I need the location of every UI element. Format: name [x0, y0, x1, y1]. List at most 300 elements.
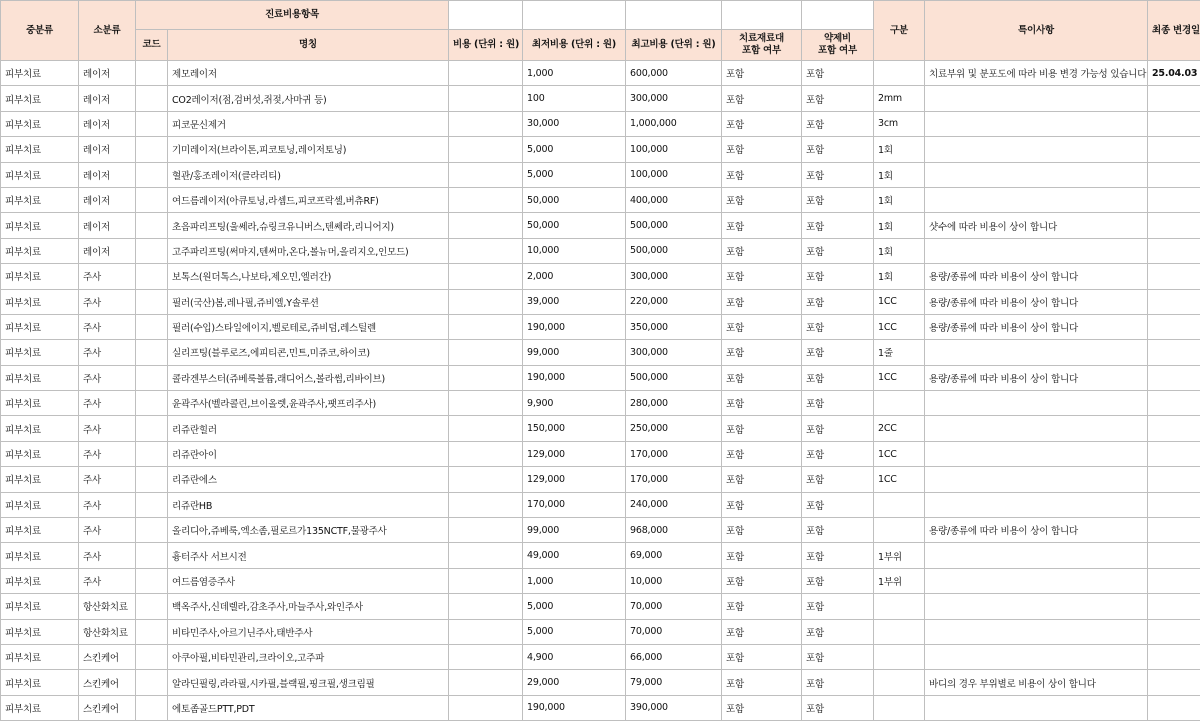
cell-code — [136, 162, 168, 187]
cell-code — [136, 238, 168, 263]
cell-material-included: 포함 — [722, 187, 802, 212]
cell-drug-included: 포함 — [802, 416, 874, 441]
cell-cost — [449, 111, 523, 136]
cell-minor-category: 스킨케어 — [79, 695, 136, 720]
cell-min-cost: 170,000 — [523, 492, 626, 517]
cell-notes — [925, 111, 1148, 136]
cell-last-modified — [1148, 543, 1200, 568]
cell-drug-included: 포함 — [802, 61, 874, 86]
cell-code — [136, 289, 168, 314]
cell-minor-category: 주사 — [79, 467, 136, 492]
cell-major-category: 피부치료 — [1, 61, 79, 86]
cell-material-included: 포함 — [722, 238, 802, 263]
header-notes: 특이사항 — [925, 1, 1148, 61]
cell-max-cost: 500,000 — [626, 365, 722, 390]
cell-last-modified — [1148, 213, 1200, 238]
cell-min-cost: 30,000 — [523, 111, 626, 136]
cell-min-cost: 190,000 — [523, 695, 626, 720]
cell-max-cost: 66,000 — [626, 644, 722, 669]
cell-min-cost: 100 — [523, 86, 626, 111]
cell-material-included: 포함 — [722, 137, 802, 162]
cell-division: 1회 — [874, 137, 925, 162]
header-treatment-items: 진료비용항목 — [136, 1, 449, 30]
cell-minor-category: 레이저 — [79, 162, 136, 187]
header-drug-line1: 약제비 — [824, 33, 851, 44]
cell-major-category: 피부치료 — [1, 695, 79, 720]
cell-code — [136, 137, 168, 162]
cell-max-cost: 100,000 — [626, 162, 722, 187]
cell-cost — [449, 238, 523, 263]
cell-material-included: 포함 — [722, 391, 802, 416]
header-blank — [722, 1, 802, 30]
cell-notes — [925, 695, 1148, 720]
cell-min-cost: 150,000 — [523, 416, 626, 441]
header-blank — [802, 1, 874, 30]
cell-minor-category: 주사 — [79, 492, 136, 517]
cell-code — [136, 213, 168, 238]
cell-max-cost: 170,000 — [626, 467, 722, 492]
table-row — [1, 594, 1200, 619]
cell-major-category: 피부치료 — [1, 416, 79, 441]
cell-material-included: 포함 — [722, 543, 802, 568]
cell-major-category: 피부치료 — [1, 492, 79, 517]
cell-division: 1CC — [874, 365, 925, 390]
cell-last-modified — [1148, 594, 1200, 619]
cell-major-category: 피부치료 — [1, 264, 79, 289]
table-row — [1, 670, 1200, 695]
cell-drug-included: 포함 — [802, 670, 874, 695]
cell-max-cost: 250,000 — [626, 416, 722, 441]
cell-minor-category: 주사 — [79, 416, 136, 441]
header-minor-category: 소분류 — [79, 1, 136, 61]
cell-code — [136, 441, 168, 466]
cell-material-included: 포함 — [722, 340, 802, 365]
cell-division: 2mm — [874, 86, 925, 111]
cell-cost — [449, 518, 523, 543]
cell-notes: 용량/종류에 따라 비용이 상이 합니다 — [925, 289, 1148, 314]
cell-minor-category: 레이저 — [79, 213, 136, 238]
cell-division: 1회 — [874, 187, 925, 212]
cell-min-cost: 5,000 — [523, 594, 626, 619]
cell-notes — [925, 492, 1148, 517]
cell-material-included: 포함 — [722, 441, 802, 466]
cell-cost — [449, 162, 523, 187]
cell-code — [136, 619, 168, 644]
cell-max-cost: 500,000 — [626, 238, 722, 263]
table-row — [1, 111, 1200, 136]
cell-code — [136, 695, 168, 720]
cell-minor-category: 레이저 — [79, 238, 136, 263]
cell-min-cost: 190,000 — [523, 314, 626, 339]
cell-division — [874, 594, 925, 619]
cell-material-included: 포함 — [722, 670, 802, 695]
cell-max-cost: 100,000 — [626, 137, 722, 162]
cell-minor-category: 레이저 — [79, 86, 136, 111]
cell-code — [136, 543, 168, 568]
cell-min-cost: 5,000 — [523, 619, 626, 644]
cell-code — [136, 391, 168, 416]
header-drug-line2: 포함 여부 — [817, 45, 857, 56]
cell-notes — [925, 238, 1148, 263]
cell-max-cost: 70,000 — [626, 619, 722, 644]
cell-code — [136, 365, 168, 390]
cell-division — [874, 695, 925, 720]
cell-cost — [449, 670, 523, 695]
cell-major-category: 피부치료 — [1, 365, 79, 390]
cell-last-modified — [1148, 416, 1200, 441]
cell-drug-included: 포함 — [802, 543, 874, 568]
cell-name: 윤곽주사(벨라콜린,브이올렛,윤곽주사,팻프리주사) — [168, 391, 449, 416]
cell-minor-category: 항산화치료 — [79, 594, 136, 619]
cell-max-cost: 280,000 — [626, 391, 722, 416]
cell-name: 기미레이저(브라이톤,피코토닝,레이저토닝) — [168, 137, 449, 162]
table-body — [1, 61, 1200, 721]
cell-cost — [449, 492, 523, 517]
cell-last-modified — [1148, 162, 1200, 187]
cell-minor-category: 레이저 — [79, 61, 136, 86]
table-row — [1, 264, 1200, 289]
cell-drug-included: 포함 — [802, 695, 874, 720]
cell-name: 올리디아,쥬베룩,엑소좀,필로르가135NCTF,물광주사 — [168, 518, 449, 543]
cell-min-cost: 129,000 — [523, 467, 626, 492]
header-name: 명칭 — [168, 30, 449, 61]
cell-cost — [449, 644, 523, 669]
cell-min-cost: 1,000 — [523, 568, 626, 593]
cell-drug-included: 포함 — [802, 162, 874, 187]
cell-max-cost: 1,000,000 — [626, 111, 722, 136]
cell-drug-included: 포함 — [802, 264, 874, 289]
cell-cost — [449, 467, 523, 492]
cell-last-modified — [1148, 187, 1200, 212]
cell-name: 혈관/홍조레이저(클라리티) — [168, 162, 449, 187]
cell-code — [136, 644, 168, 669]
cell-max-cost: 220,000 — [626, 289, 722, 314]
cell-major-category: 피부치료 — [1, 543, 79, 568]
cell-material-included: 포함 — [722, 213, 802, 238]
cell-max-cost: 79,000 — [626, 670, 722, 695]
cell-code — [136, 467, 168, 492]
cell-min-cost: 99,000 — [523, 518, 626, 543]
table-row — [1, 238, 1200, 263]
cell-notes — [925, 137, 1148, 162]
cell-last-modified — [1148, 467, 1200, 492]
table-row — [1, 518, 1200, 543]
cell-cost — [449, 568, 523, 593]
cell-notes: 샷수에 따라 비용이 상이 합니다 — [925, 213, 1148, 238]
table-row — [1, 314, 1200, 339]
cell-code — [136, 61, 168, 86]
header-major-category: 중분류 — [1, 1, 79, 61]
cell-cost — [449, 416, 523, 441]
cell-drug-included: 포함 — [802, 289, 874, 314]
cell-name: 흉터주사 서브시전 — [168, 543, 449, 568]
cell-minor-category: 주사 — [79, 543, 136, 568]
cell-notes — [925, 594, 1148, 619]
header-blank — [523, 1, 626, 30]
cell-max-cost: 500,000 — [626, 213, 722, 238]
cell-min-cost: 2,000 — [523, 264, 626, 289]
cell-last-modified — [1148, 238, 1200, 263]
cell-max-cost: 240,000 — [626, 492, 722, 517]
cell-last-modified — [1148, 340, 1200, 365]
cell-notes — [925, 416, 1148, 441]
header-code: 코드 — [136, 30, 168, 61]
cell-major-category: 피부치료 — [1, 289, 79, 314]
cell-max-cost: 300,000 — [626, 86, 722, 111]
cell-major-category: 피부치료 — [1, 137, 79, 162]
cell-major-category: 피부치료 — [1, 441, 79, 466]
header-max-cost: 최고비용 (단위 : 원) — [626, 30, 722, 61]
cell-major-category: 피부치료 — [1, 86, 79, 111]
cell-code — [136, 568, 168, 593]
cell-cost — [449, 340, 523, 365]
table-row — [1, 492, 1200, 517]
cell-min-cost: 50,000 — [523, 213, 626, 238]
cell-material-included: 포함 — [722, 416, 802, 441]
cell-drug-included: 포함 — [802, 568, 874, 593]
cell-max-cost: 10,000 — [626, 568, 722, 593]
cell-max-cost: 300,000 — [626, 264, 722, 289]
cell-material-included: 포함 — [722, 619, 802, 644]
header-blank — [449, 1, 523, 30]
cell-name: 필러(국산)봄,레나필,쥬비엘,Y솔루션 — [168, 289, 449, 314]
cell-notes: 바디의 경우 부위별로 비용이 상이 합니다 — [925, 670, 1148, 695]
cell-max-cost: 69,000 — [626, 543, 722, 568]
cell-division — [874, 492, 925, 517]
header-cost: 비용 (단위 : 원) — [449, 30, 523, 61]
cell-name: 에토좀골드PTT,PDT — [168, 695, 449, 720]
cell-division: 1회 — [874, 162, 925, 187]
cell-name: 초음파리프팅(울쎄라,슈링크유니버스,텐쎄라,리니어지) — [168, 213, 449, 238]
table-row — [1, 187, 1200, 212]
cell-cost — [449, 391, 523, 416]
cell-last-modified — [1148, 264, 1200, 289]
cell-drug-included: 포함 — [802, 492, 874, 517]
cell-minor-category: 주사 — [79, 289, 136, 314]
cell-notes — [925, 543, 1148, 568]
cell-code — [136, 518, 168, 543]
cell-drug-included: 포함 — [802, 213, 874, 238]
cell-division: 1CC — [874, 467, 925, 492]
table-row — [1, 619, 1200, 644]
cell-cost — [449, 441, 523, 466]
cell-min-cost: 5,000 — [523, 162, 626, 187]
cell-drug-included: 포함 — [802, 187, 874, 212]
cell-name: 비타민주사,아르기닌주사,태반주사 — [168, 619, 449, 644]
table-row — [1, 467, 1200, 492]
cell-division: 1회 — [874, 238, 925, 263]
cell-name: 필러(수입)스타일에이지,벨로테로,쥬비덤,레스틸렌 — [168, 314, 449, 339]
cell-minor-category: 스킨케어 — [79, 670, 136, 695]
cell-min-cost: 1,000 — [523, 61, 626, 86]
cell-cost — [449, 213, 523, 238]
cell-material-included: 포함 — [722, 314, 802, 339]
cell-major-category: 피부치료 — [1, 467, 79, 492]
cell-minor-category: 주사 — [79, 568, 136, 593]
cell-name: 알라딘필링,라라필,시카필,블랙필,핑크필,생크림필 — [168, 670, 449, 695]
cell-major-category: 피부치료 — [1, 314, 79, 339]
cell-name: 콜라겐부스터(쥬베룩볼륨,래디어스,볼라썸,리바이브) — [168, 365, 449, 390]
table-row — [1, 441, 1200, 466]
cell-last-modified — [1148, 568, 1200, 593]
header-blank — [626, 1, 722, 30]
cell-drug-included: 포함 — [802, 441, 874, 466]
cell-minor-category: 주사 — [79, 264, 136, 289]
cell-major-category: 피부치료 — [1, 340, 79, 365]
cell-major-category: 피부치료 — [1, 568, 79, 593]
cell-division — [874, 391, 925, 416]
cell-cost — [449, 695, 523, 720]
cell-notes — [925, 467, 1148, 492]
cell-cost — [449, 61, 523, 86]
cell-notes — [925, 187, 1148, 212]
cell-notes — [925, 568, 1148, 593]
table-row — [1, 644, 1200, 669]
cell-max-cost: 600,000 — [626, 61, 722, 86]
cell-code — [136, 416, 168, 441]
header-drug-included — [802, 30, 874, 61]
cell-code — [136, 670, 168, 695]
table-row — [1, 162, 1200, 187]
cell-code — [136, 187, 168, 212]
cell-min-cost: 190,000 — [523, 365, 626, 390]
table-row — [1, 86, 1200, 111]
cell-minor-category: 주사 — [79, 340, 136, 365]
cell-material-included: 포함 — [722, 264, 802, 289]
cell-cost — [449, 264, 523, 289]
cell-min-cost: 129,000 — [523, 441, 626, 466]
cell-minor-category: 레이저 — [79, 187, 136, 212]
cell-last-modified — [1148, 695, 1200, 720]
cell-notes: 용량/종류에 따라 비용이 상이 합니다 — [925, 264, 1148, 289]
cell-name: 보톡스(원더톡스,나보타,제오민,엘러간) — [168, 264, 449, 289]
cell-notes: 용량/종류에 따라 비용이 상이 합니다 — [925, 365, 1148, 390]
cell-notes — [925, 441, 1148, 466]
cell-last-modified — [1148, 86, 1200, 111]
cell-code — [136, 314, 168, 339]
cell-max-cost: 300,000 — [626, 340, 722, 365]
table-row — [1, 695, 1200, 720]
cell-drug-included: 포함 — [802, 111, 874, 136]
cell-last-modified — [1148, 644, 1200, 669]
cell-material-included: 포함 — [722, 162, 802, 187]
header-last-modified: 최종 변경일 — [1148, 1, 1200, 61]
cell-material-included: 포함 — [722, 518, 802, 543]
cell-division: 1CC — [874, 289, 925, 314]
cell-cost — [449, 365, 523, 390]
cell-minor-category: 주사 — [79, 441, 136, 466]
cell-code — [136, 111, 168, 136]
cell-code — [136, 492, 168, 517]
table-row — [1, 289, 1200, 314]
table-row — [1, 137, 1200, 162]
cell-major-category: 피부치료 — [1, 391, 79, 416]
header-division: 구분 — [874, 1, 925, 61]
cell-major-category: 피부치료 — [1, 238, 79, 263]
header-material-line2: 포함 여부 — [741, 45, 781, 56]
cell-division — [874, 518, 925, 543]
cell-material-included: 포함 — [722, 644, 802, 669]
cell-last-modified — [1148, 670, 1200, 695]
table-row — [1, 340, 1200, 365]
header-material-included — [722, 30, 802, 61]
cell-division: 1줄 — [874, 340, 925, 365]
cell-notes — [925, 86, 1148, 111]
cell-drug-included: 포함 — [802, 340, 874, 365]
cell-name: 리쥬란HB — [168, 492, 449, 517]
cell-notes: 치료부위 및 분포도에 따라 비용 변경 가능성 있습니다 — [925, 61, 1148, 86]
cell-name: 고주파리프팅(써마지,텐써마,온다,볼뉴머,올리지오,인모드) — [168, 238, 449, 263]
cell-name: 여드름염증주사 — [168, 568, 449, 593]
cell-cost — [449, 619, 523, 644]
cell-drug-included: 포함 — [802, 137, 874, 162]
cell-notes — [925, 644, 1148, 669]
cell-notes — [925, 619, 1148, 644]
cell-minor-category: 스킨케어 — [79, 644, 136, 669]
cell-min-cost: 39,000 — [523, 289, 626, 314]
cell-minor-category: 주사 — [79, 314, 136, 339]
cell-minor-category: 주사 — [79, 391, 136, 416]
cell-min-cost: 50,000 — [523, 187, 626, 212]
cell-drug-included: 포함 — [802, 518, 874, 543]
cell-drug-included: 포함 — [802, 314, 874, 339]
table-row — [1, 568, 1200, 593]
cell-division: 3cm — [874, 111, 925, 136]
cell-name: 리쥬란힐러 — [168, 416, 449, 441]
cell-min-cost: 49,000 — [523, 543, 626, 568]
cell-last-modified — [1148, 111, 1200, 136]
cell-last-modified — [1148, 619, 1200, 644]
cell-minor-category: 주사 — [79, 365, 136, 390]
cell-code — [136, 264, 168, 289]
cell-drug-included: 포함 — [802, 391, 874, 416]
cell-last-modified — [1148, 289, 1200, 314]
cell-name: 아쿠아필,비타민관리,크라이오,고주파 — [168, 644, 449, 669]
cell-last-modified — [1148, 391, 1200, 416]
cell-minor-category: 항산화치료 — [79, 619, 136, 644]
cell-cost — [449, 543, 523, 568]
cell-name: 리쥬란아이 — [168, 441, 449, 466]
cell-drug-included: 포함 — [802, 365, 874, 390]
cell-max-cost: 70,000 — [626, 594, 722, 619]
header-material-line1: 치료재료대 — [739, 33, 784, 44]
table-row — [1, 391, 1200, 416]
cell-material-included: 포함 — [722, 594, 802, 619]
cell-code — [136, 340, 168, 365]
cell-drug-included: 포함 — [802, 594, 874, 619]
cell-max-cost: 350,000 — [626, 314, 722, 339]
cell-max-cost: 968,000 — [626, 518, 722, 543]
cell-last-modified — [1148, 441, 1200, 466]
cell-minor-category: 레이저 — [79, 111, 136, 136]
cell-major-category: 피부치료 — [1, 594, 79, 619]
cell-material-included: 포함 — [722, 289, 802, 314]
cell-min-cost: 9,900 — [523, 391, 626, 416]
cell-last-modified — [1148, 518, 1200, 543]
cell-division — [874, 61, 925, 86]
cell-material-included: 포함 — [722, 365, 802, 390]
cell-division: 1부위 — [874, 568, 925, 593]
cell-drug-included: 포함 — [802, 467, 874, 492]
cell-notes — [925, 162, 1148, 187]
cell-cost — [449, 86, 523, 111]
cell-material-included: 포함 — [722, 61, 802, 86]
cell-major-category: 피부치료 — [1, 162, 79, 187]
cell-division — [874, 670, 925, 695]
cell-division — [874, 619, 925, 644]
cell-last-modified — [1148, 365, 1200, 390]
cell-major-category: 피부치료 — [1, 619, 79, 644]
